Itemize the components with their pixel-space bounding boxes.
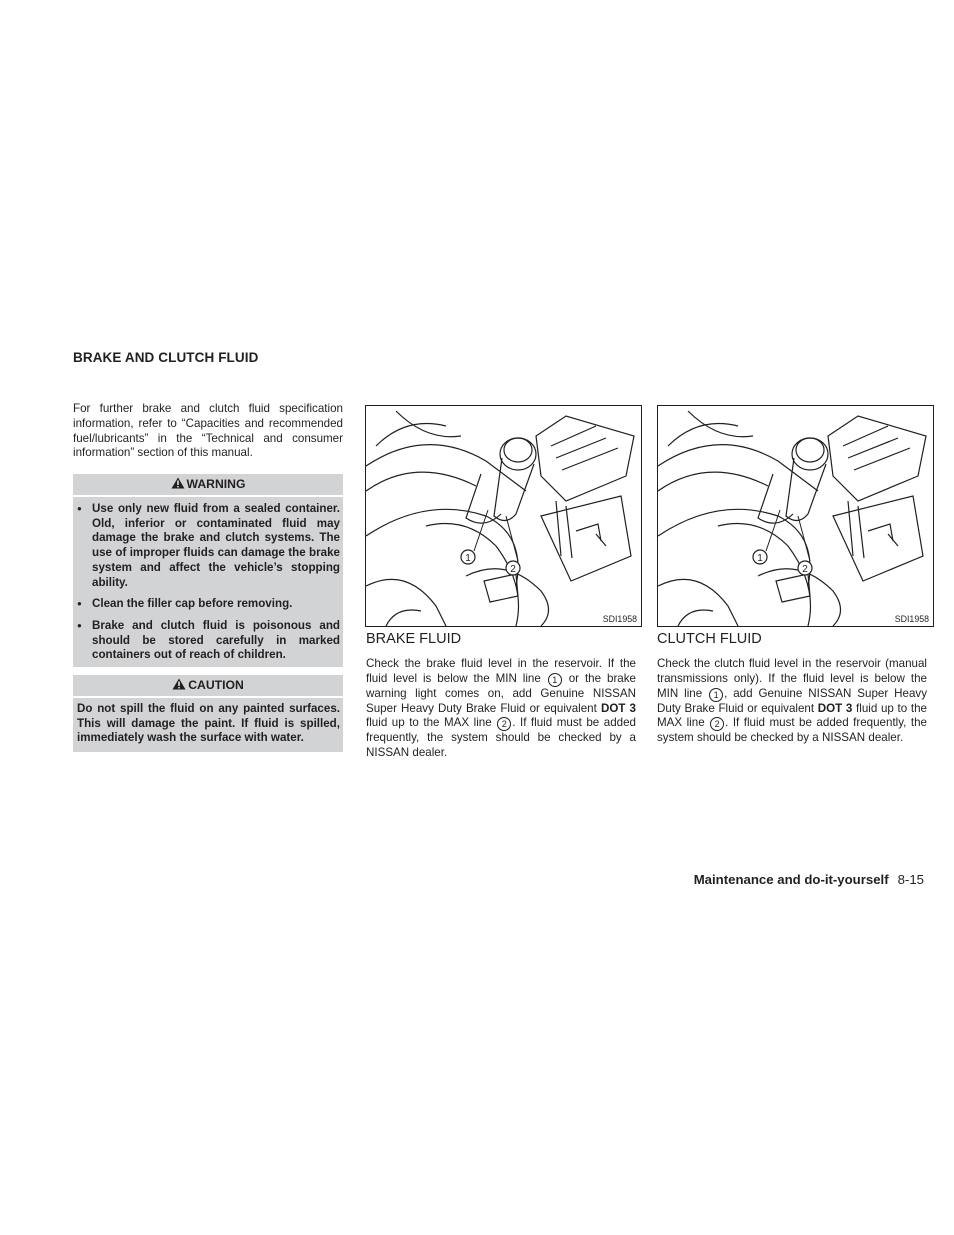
callout-1-ref: 1 — [548, 673, 562, 687]
fluid-spec: DOT 3 — [817, 701, 853, 715]
callout-2-label: 2 — [802, 564, 808, 575]
figure-code: SDI1958 — [894, 614, 929, 624]
text-segment: fluid up to the MAX line — [657, 701, 927, 730]
callout-2-label: 2 — [510, 564, 516, 575]
callout-1-label: 1 — [757, 553, 763, 564]
fluid-spec: DOT 3 — [600, 701, 636, 715]
warning-item: ● Brake and clutch fluid is poisonous and should be stored carefully in marked containers out of reach of children. — [76, 619, 340, 663]
page-footer — [694, 872, 924, 887]
footer-section: Maintenance and do-it-yourself — [693, 872, 889, 887]
engine-bay-illustration — [366, 406, 641, 626]
text-segment: , add Genuine NISSAN Super Heavy Duty Brake Fluid or equivalent — [657, 686, 927, 715]
figure-code: SDI1958 — [602, 614, 637, 624]
warning-list — [73, 497, 343, 667]
warning-item: ● Use only new fluid from a sealed container. Old, inferior or contaminated fluid may damage the brake and clutch systems. The use of improper fluids can damage the brake system and affect the vehicle’s stopping ability. — [76, 502, 340, 590]
warning-item: ● Clean the filler cap before removing. — [76, 597, 340, 612]
text-segment: fluid up to the MAX line — [366, 716, 497, 730]
callout-1-ref: 1 — [709, 688, 723, 702]
callout-1-label: 1 — [465, 553, 471, 564]
caution-header — [73, 675, 343, 696]
callout-2-ref: 2 — [497, 717, 511, 731]
warning-header — [73, 474, 343, 495]
text-segment: Check the clutch fluid level in the reservoir (manual transmissions only). If the fluid level is below the MIN line — [657, 657, 927, 700]
brake-fluid-heading: BRAKE FLUID — [366, 631, 462, 647]
intro-paragraph: For further brake and clutch fluid specification information, refer to “Capacities and recommended fuel/lubricants” in the “Technical and consumer information” section of this manual. — [73, 402, 343, 460]
warning-title: WARNING — [186, 477, 246, 491]
page-number: 8-15 — [897, 872, 924, 887]
engine-bay-illustration — [658, 406, 933, 626]
clutch-fluid-heading: CLUTCH FLUID — [657, 631, 762, 647]
text-segment: Check the brake fluid level in the reservoir. If the fluid level is below the MIN line — [366, 657, 636, 685]
callout-2-ref: 2 — [710, 717, 724, 731]
text-segment: . If fluid must be added frequently, the system should be checked by a NISSAN dealer. — [657, 716, 927, 745]
text-segment: . If fluid must be added frequently, the system should be checked by a NISSAN dealer. — [366, 716, 637, 760]
warning-triangle-icon — [171, 477, 185, 489]
clutch-reservoir-figure — [657, 405, 934, 627]
caution-text: Do not spill the fluid on any painted surfaces. This will damage the paint. If fluid is spilled, immediately wash the surface with water. — [77, 702, 340, 745]
section-title: BRAKE AND CLUTCH FLUID — [73, 350, 259, 365]
brake-reservoir-figure — [365, 405, 642, 627]
brake-fluid-paragraph — [366, 657, 636, 761]
text-segment: or the brake warning light comes on, add Genuine NISSAN Super Heavy Duty Brake Fluid or equivalent — [366, 671, 637, 715]
caution-title: CAUTION — [188, 678, 244, 692]
warning-box — [73, 474, 343, 667]
caution-box — [73, 675, 343, 752]
clutch-fluid-paragraph — [657, 657, 927, 746]
warning-triangle-icon — [172, 678, 186, 690]
